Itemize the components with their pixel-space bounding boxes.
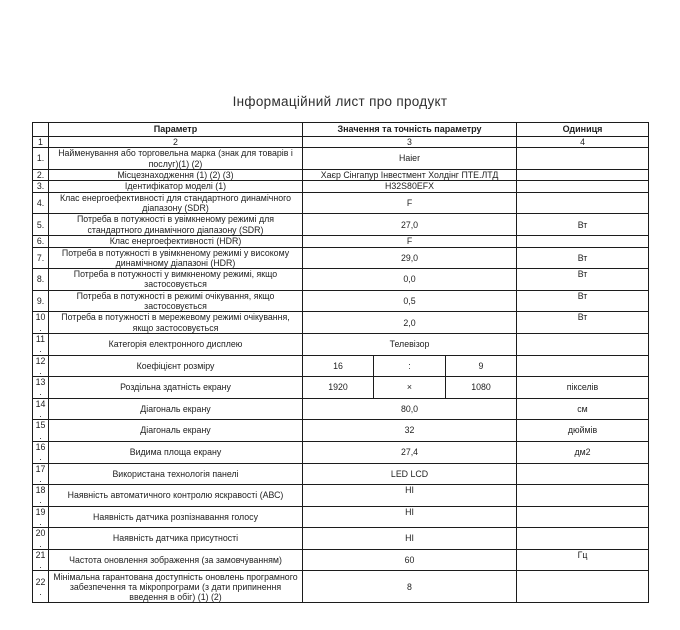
value-cell: НІ [303,528,517,550]
table-row [33,148,649,170]
table-row [33,312,649,334]
row-number-cell: 2. [33,169,49,181]
table-header [33,123,649,148]
table-row [33,506,649,528]
table-row [33,441,649,463]
row-number-cell: 13. [33,377,49,399]
table-row [33,192,649,214]
value-part-cell: 16 [303,355,374,377]
row-number-cell: 7. [33,247,49,269]
unit-cell: Вт [517,312,649,334]
value-cell: H32S80EFX [303,181,517,193]
row-number-cell: 8. [33,269,49,291]
unit-cell [517,181,649,193]
parameter-cell: Роздільна здатність екрану [49,377,303,399]
unit-cell: см [517,398,649,420]
table-row [33,463,649,485]
value-cell: 27,4 [303,441,517,463]
table-row [33,571,649,603]
unit-cell [517,333,649,355]
unit-cell: Вт [517,290,649,312]
value-cell: 80,0 [303,398,517,420]
table-row [33,528,649,550]
row-number-cell: 5. [33,214,49,236]
unit-cell [517,236,649,248]
table-row [33,549,649,571]
row-number-cell: 18. [33,485,49,507]
value-cell: НІ [303,506,517,528]
unit-cell [517,463,649,485]
column-number-1: 1 [33,137,49,148]
unit-cell [517,169,649,181]
row-number-cell: 9. [33,290,49,312]
table-row [33,290,649,312]
value-cell: НІ [303,485,517,507]
value-cell: 8 [303,571,517,603]
value-cell: 0,0 [303,269,517,291]
parameter-cell: Використана технологія панелі [49,463,303,485]
parameter-cell: Потреба в потужності в мережевому режимі очікування, якщо застосовується [49,312,303,334]
parameter-cell: Діагональ екрану [49,398,303,420]
header-row [33,123,649,137]
row-number-cell: 10. [33,312,49,334]
parameter-cell: Коефіцієнт розміру [49,355,303,377]
value-cell: Хаєр Сінгапур Інвестмент Холдінг ПТЕ.ЛТД [303,169,517,181]
parameter-cell: Клас енергоефективності (HDR) [49,236,303,248]
parameter-cell: Частота оновлення зображення (за замовчуванням) [49,549,303,571]
page-title: Інформаційний лист про продукт [232,94,448,109]
table-row [33,181,649,193]
column-numbers-row [33,137,649,148]
value-part-cell: 9 [446,355,517,377]
row-number-cell: 21. [33,549,49,571]
parameter-cell: Мінімальна гарантована доступність оновлень програмного забезпечення та мікропрограми (з дати припинення введення в обіг) (1) (2) [49,571,303,603]
value-separator-cell: × [374,377,446,399]
table-body [33,148,649,603]
unit-cell [517,571,649,603]
table-row [33,333,649,355]
value-cell: 2,0 [303,312,517,334]
value-cell: 32 [303,420,517,442]
row-number-cell: 1. [33,148,49,170]
unit-cell [517,148,649,170]
row-number-cell: 12. [33,355,49,377]
table-row [33,269,649,291]
unit-cell: Гц [517,549,649,571]
unit-cell [517,355,649,377]
parameter-cell: Потреба в потужності в увімкненому режимі для стандартного динамічного діапазону (SDR) [49,214,303,236]
unit-cell [517,485,649,507]
table-row [33,247,649,269]
parameter-cell: Потреба в потужності в увімкненому режимі у високому динамічному діапазоні (HDR) [49,247,303,269]
value-cell: F [303,236,517,248]
parameter-cell: Наявність автоматичного контролю яскравості (АВС) [49,485,303,507]
row-number-cell: 14. [33,398,49,420]
column-number-4: 4 [517,137,649,148]
parameter-cell: Наявність датчика розпізнавання голосу [49,506,303,528]
product-info-table [32,122,649,603]
row-number-cell: 16. [33,441,49,463]
row-number-cell: 4. [33,192,49,214]
parameter-cell: Місцезнаходження (1) (2) (3) [49,169,303,181]
row-number-cell: 3. [33,181,49,193]
value-part-cell: 1920 [303,377,374,399]
value-cell: 0,5 [303,290,517,312]
unit-cell [517,506,649,528]
parameter-cell: Діагональ екрану [49,420,303,442]
parameter-cell: Потреба в потужності у вимкненому режимі, якщо застосовується [49,269,303,291]
table-row [33,214,649,236]
parameter-cell: Потреба в потужності в режимі очікування, якщо застосовується [49,290,303,312]
unit-cell: дм2 [517,441,649,463]
unit-cell: Вт [517,214,649,236]
unit-cell: Вт [517,247,649,269]
table-row [33,485,649,507]
row-number-cell: 11. [33,333,49,355]
table-row [33,236,649,248]
table-row [33,420,649,442]
parameter-cell: Найменування або торговельна марка (знак для товарів і послуг)(1) (2) [49,148,303,170]
value-cell: Телевізор [303,333,517,355]
row-number-cell: 15. [33,420,49,442]
column-number-3: 3 [303,137,517,148]
unit-cell: Вт [517,269,649,291]
parameter-cell: Видима площа екрану [49,441,303,463]
parameter-cell: Наявність датчика присутності [49,528,303,550]
unit-cell [517,192,649,214]
unit-cell [517,528,649,550]
row-number-cell: 6. [33,236,49,248]
value-cell: 27,0 [303,214,517,236]
value-cell: Haier [303,148,517,170]
row-number-cell: 22. [33,571,49,603]
table-row [33,169,649,181]
parameter-cell: Категорія електронного дисплею [49,333,303,355]
value-cell: F [303,192,517,214]
table-row [33,377,649,399]
unit-cell: дюймів [517,420,649,442]
value-separator-cell: : [374,355,446,377]
header-cell-unit: Одиниця [517,123,649,137]
table-row [33,355,649,377]
parameter-cell: Ідентифікатор моделі (1) [49,181,303,193]
value-cell: 29,0 [303,247,517,269]
row-number-cell: 20. [33,528,49,550]
value-cell: 60 [303,549,517,571]
unit-cell: пікселів [517,377,649,399]
parameter-cell: Клас енергоефективності для стандартного динамічного діапазону (SDR) [49,192,303,214]
column-number-2: 2 [49,137,303,148]
header-cell-num [33,123,49,137]
value-part-cell: 1080 [446,377,517,399]
value-cell: LED LCD [303,463,517,485]
header-cell-value: Значення та точність параметру [303,123,517,137]
row-number-cell: 19. [33,506,49,528]
table-row [33,398,649,420]
row-number-cell: 17. [33,463,49,485]
header-cell-param: Параметр [49,123,303,137]
